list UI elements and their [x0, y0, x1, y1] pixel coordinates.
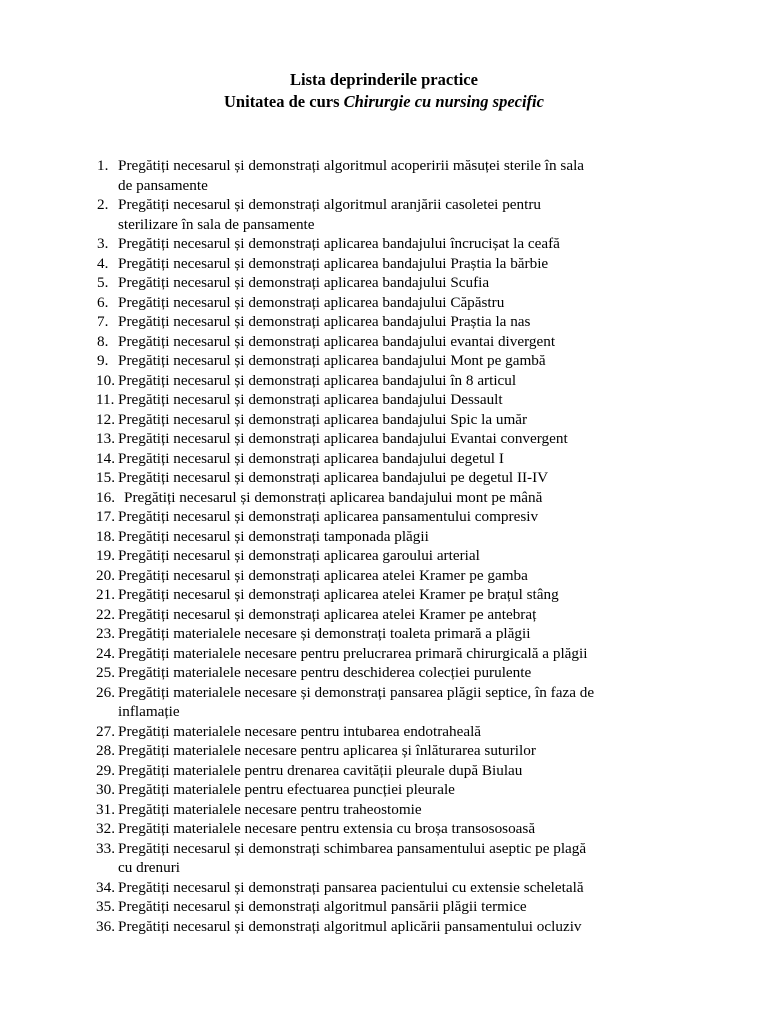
list-item	[0, 819, 768, 839]
item-text: Pregătiți materialele necesare pentru prelucrarea primară chirurgicală a plăgii	[118, 644, 588, 662]
item-text: Pregătiți necesarul și demonstrați aplicarea atelei Kramer pe antebraț	[118, 605, 537, 623]
item-text: Pregătiți necesarul și demonstrați aplicarea bandajului Căpăstru	[118, 293, 505, 311]
item-text: Pregătiți necesarul și demonstrați aplicarea atelei Kramer pe gamba	[118, 566, 528, 584]
item-text: Pregătiți necesarul și demonstrați aplicarea bandajului în 8 articul	[118, 371, 517, 389]
item-text: Pregătiți necesarul și demonstrați aplicarea garoului arterial	[118, 547, 480, 564]
document-subtitle	[0, 91, 768, 113]
item-number: 35.	[96, 898, 115, 915]
item-number: 10.	[96, 371, 115, 389]
item-text: Pregătiți materialele pentru drenarea cavității pleurale după Biulau	[118, 761, 523, 779]
list-item	[0, 546, 768, 566]
item-text: Pregătiți necesarul și demonstrați algoritmul acoperirii măsuței sterile în sala	[118, 157, 585, 174]
list-item	[0, 917, 768, 937]
list-item	[0, 644, 768, 664]
item-number: 6.	[97, 293, 109, 311]
list-item	[0, 488, 768, 508]
skills-list	[0, 156, 768, 936]
item-number: 17.	[96, 508, 115, 525]
list-item	[0, 761, 768, 781]
list-item	[0, 878, 768, 898]
list-item	[0, 293, 768, 313]
list-item	[0, 156, 768, 195]
item-text: Pregătiți necesarul și demonstrați aplicarea bandajului evantai divergent	[118, 332, 556, 350]
item-text: Pregătiți necesarul și demonstrați aplicarea bandajului Spic la umăr	[118, 410, 528, 428]
list-item	[0, 663, 768, 683]
list-item	[0, 371, 768, 391]
item-text-continuation: inflamație	[118, 703, 180, 720]
item-number: 7.	[97, 313, 109, 330]
item-number: 36.	[96, 917, 115, 935]
list-item	[0, 254, 768, 274]
item-number: 29.	[96, 761, 115, 779]
item-number: 34.	[96, 878, 115, 896]
item-text: Pregătiți necesarul și demonstrați aplicarea bandajului încrucișat la ceafă	[118, 235, 560, 252]
list-item	[0, 468, 768, 488]
list-item	[0, 429, 768, 449]
list-item	[0, 780, 768, 800]
list-item	[0, 839, 768, 878]
item-text-continuation: cu drenuri	[118, 859, 180, 876]
item-text: Pregătiți necesarul și demonstrați aplicarea bandajului Mont pe gambă	[118, 352, 546, 369]
item-text: Pregătiți materialele pentru efectuarea puncției pleurale	[118, 781, 455, 798]
item-number: 16.	[96, 488, 115, 506]
list-item	[0, 605, 768, 625]
item-text: Pregătiți necesarul și demonstrați aplicarea bandajului Praștia la bărbie	[118, 254, 549, 272]
item-text: Pregătiți materialele necesare pentru traheostomie	[118, 800, 422, 818]
list-item	[0, 195, 768, 234]
item-text: Pregătiți necesarul și demonstrați aplicarea bandajului degetul I	[118, 449, 504, 467]
course-name: Chirurgie cu nursing specific	[343, 92, 544, 111]
item-text: Pregătiți necesarul și demonstrați schimbarea pansamentului aseptic pe plagă	[118, 839, 587, 857]
item-number: 26.	[96, 683, 115, 701]
item-text: Pregătiți necesarul și demonstrați aplicarea bandajului mont pe mână	[124, 488, 543, 506]
list-item	[0, 390, 768, 410]
item-number: 31.	[96, 800, 115, 818]
item-number: 8.	[97, 332, 109, 350]
item-number: 28.	[96, 742, 115, 759]
list-item	[0, 351, 768, 371]
list-item	[0, 234, 768, 254]
item-number: 15.	[96, 469, 115, 486]
list-item	[0, 683, 768, 722]
item-text: Pregătiți necesarul și demonstrați algoritmul aranjării casoletei pentru	[118, 196, 541, 213]
list-item	[0, 897, 768, 917]
item-number: 33.	[96, 839, 115, 857]
item-text-continuation: de pansamente	[118, 176, 208, 194]
item-number: 5.	[97, 274, 109, 291]
item-text: Pregătiți necesarul și demonstrați algoritmul pansării plăgii termice	[118, 898, 527, 915]
list-item	[0, 800, 768, 820]
list-item	[0, 624, 768, 644]
item-text: Pregătiți materialele necesare pentru deschiderea colecției purulente	[118, 664, 532, 681]
list-item	[0, 741, 768, 761]
item-number: 24.	[96, 644, 115, 662]
item-number: 12.	[96, 410, 115, 428]
list-item	[0, 332, 768, 352]
list-item	[0, 585, 768, 605]
item-number: 9.	[97, 352, 109, 369]
item-text: Pregătiți materialele necesare pentru extensia cu broșa transososoasă	[118, 820, 536, 837]
item-number: 30.	[96, 781, 115, 798]
item-text: Pregătiți materialele necesare și demonstrați pansarea plăgii septice, în faza de	[118, 683, 595, 701]
item-text: Pregătiți necesarul și demonstrați aplicarea bandajului Scufia	[118, 274, 490, 291]
item-text: Pregătiți necesarul și demonstrați aplicarea bandajului Dessault	[118, 391, 503, 408]
item-number: 18.	[96, 527, 115, 545]
item-text: Pregătiți materialele necesare pentru intubarea endotraheală	[118, 722, 482, 740]
item-text: Pregătiți necesarul și demonstrați aplicarea pansamentului compresiv	[118, 508, 539, 525]
item-number: 11.	[96, 391, 115, 408]
item-number: 4.	[97, 254, 109, 272]
item-text: Pregătiți necesarul și demonstrați aplicarea bandajului Evantai convergent	[118, 430, 568, 447]
item-number: 1.	[97, 157, 109, 174]
item-number: 22.	[96, 605, 115, 623]
item-text: Pregătiți necesarul și demonstrați tamponada plăgii	[118, 527, 429, 545]
item-number: 14.	[96, 449, 115, 467]
item-number: 20.	[96, 566, 115, 584]
list-item	[0, 410, 768, 430]
item-number: 23.	[96, 625, 115, 642]
item-number: 32.	[96, 820, 115, 837]
item-text: Pregătiți necesarul și demonstrați algoritmul aplicării pansamentului ocluziv	[118, 917, 582, 935]
document-title: Lista deprinderile practice	[290, 70, 478, 89]
item-number: 19.	[96, 547, 115, 564]
item-number: 25.	[96, 664, 115, 681]
item-text: Pregătiți materialele necesare și demonstrați toaleta primară a plăgii	[118, 625, 531, 642]
list-item	[0, 722, 768, 742]
list-item	[0, 449, 768, 469]
item-number: 2.	[97, 196, 109, 213]
item-number: 3.	[97, 235, 109, 252]
item-text: Pregătiți necesarul și demonstrați pansarea pacientului cu extensie scheletală	[118, 878, 584, 896]
list-item	[0, 566, 768, 586]
item-text-continuation: sterilizare în sala de pansamente	[118, 215, 315, 233]
item-number: 27.	[96, 722, 115, 740]
list-item	[0, 312, 768, 332]
item-number: 13.	[96, 430, 115, 447]
list-item	[0, 507, 768, 527]
item-text: Pregătiți materialele necesare pentru aplicarea și înlăturarea suturilor	[118, 742, 536, 759]
item-text: Pregătiți necesarul și demonstrați aplicarea bandajului pe degetul II-IV	[118, 469, 549, 486]
item-number: 21.	[96, 586, 115, 603]
subtitle-prefix: Unitatea de curs	[224, 92, 344, 111]
item-text: Pregătiți necesarul și demonstrați aplicarea bandajului Praștia la nas	[118, 313, 531, 330]
list-item	[0, 273, 768, 293]
list-item	[0, 527, 768, 547]
item-text: Pregătiți necesarul și demonstrați aplicarea atelei Kramer pe brațul stâng	[118, 586, 559, 603]
